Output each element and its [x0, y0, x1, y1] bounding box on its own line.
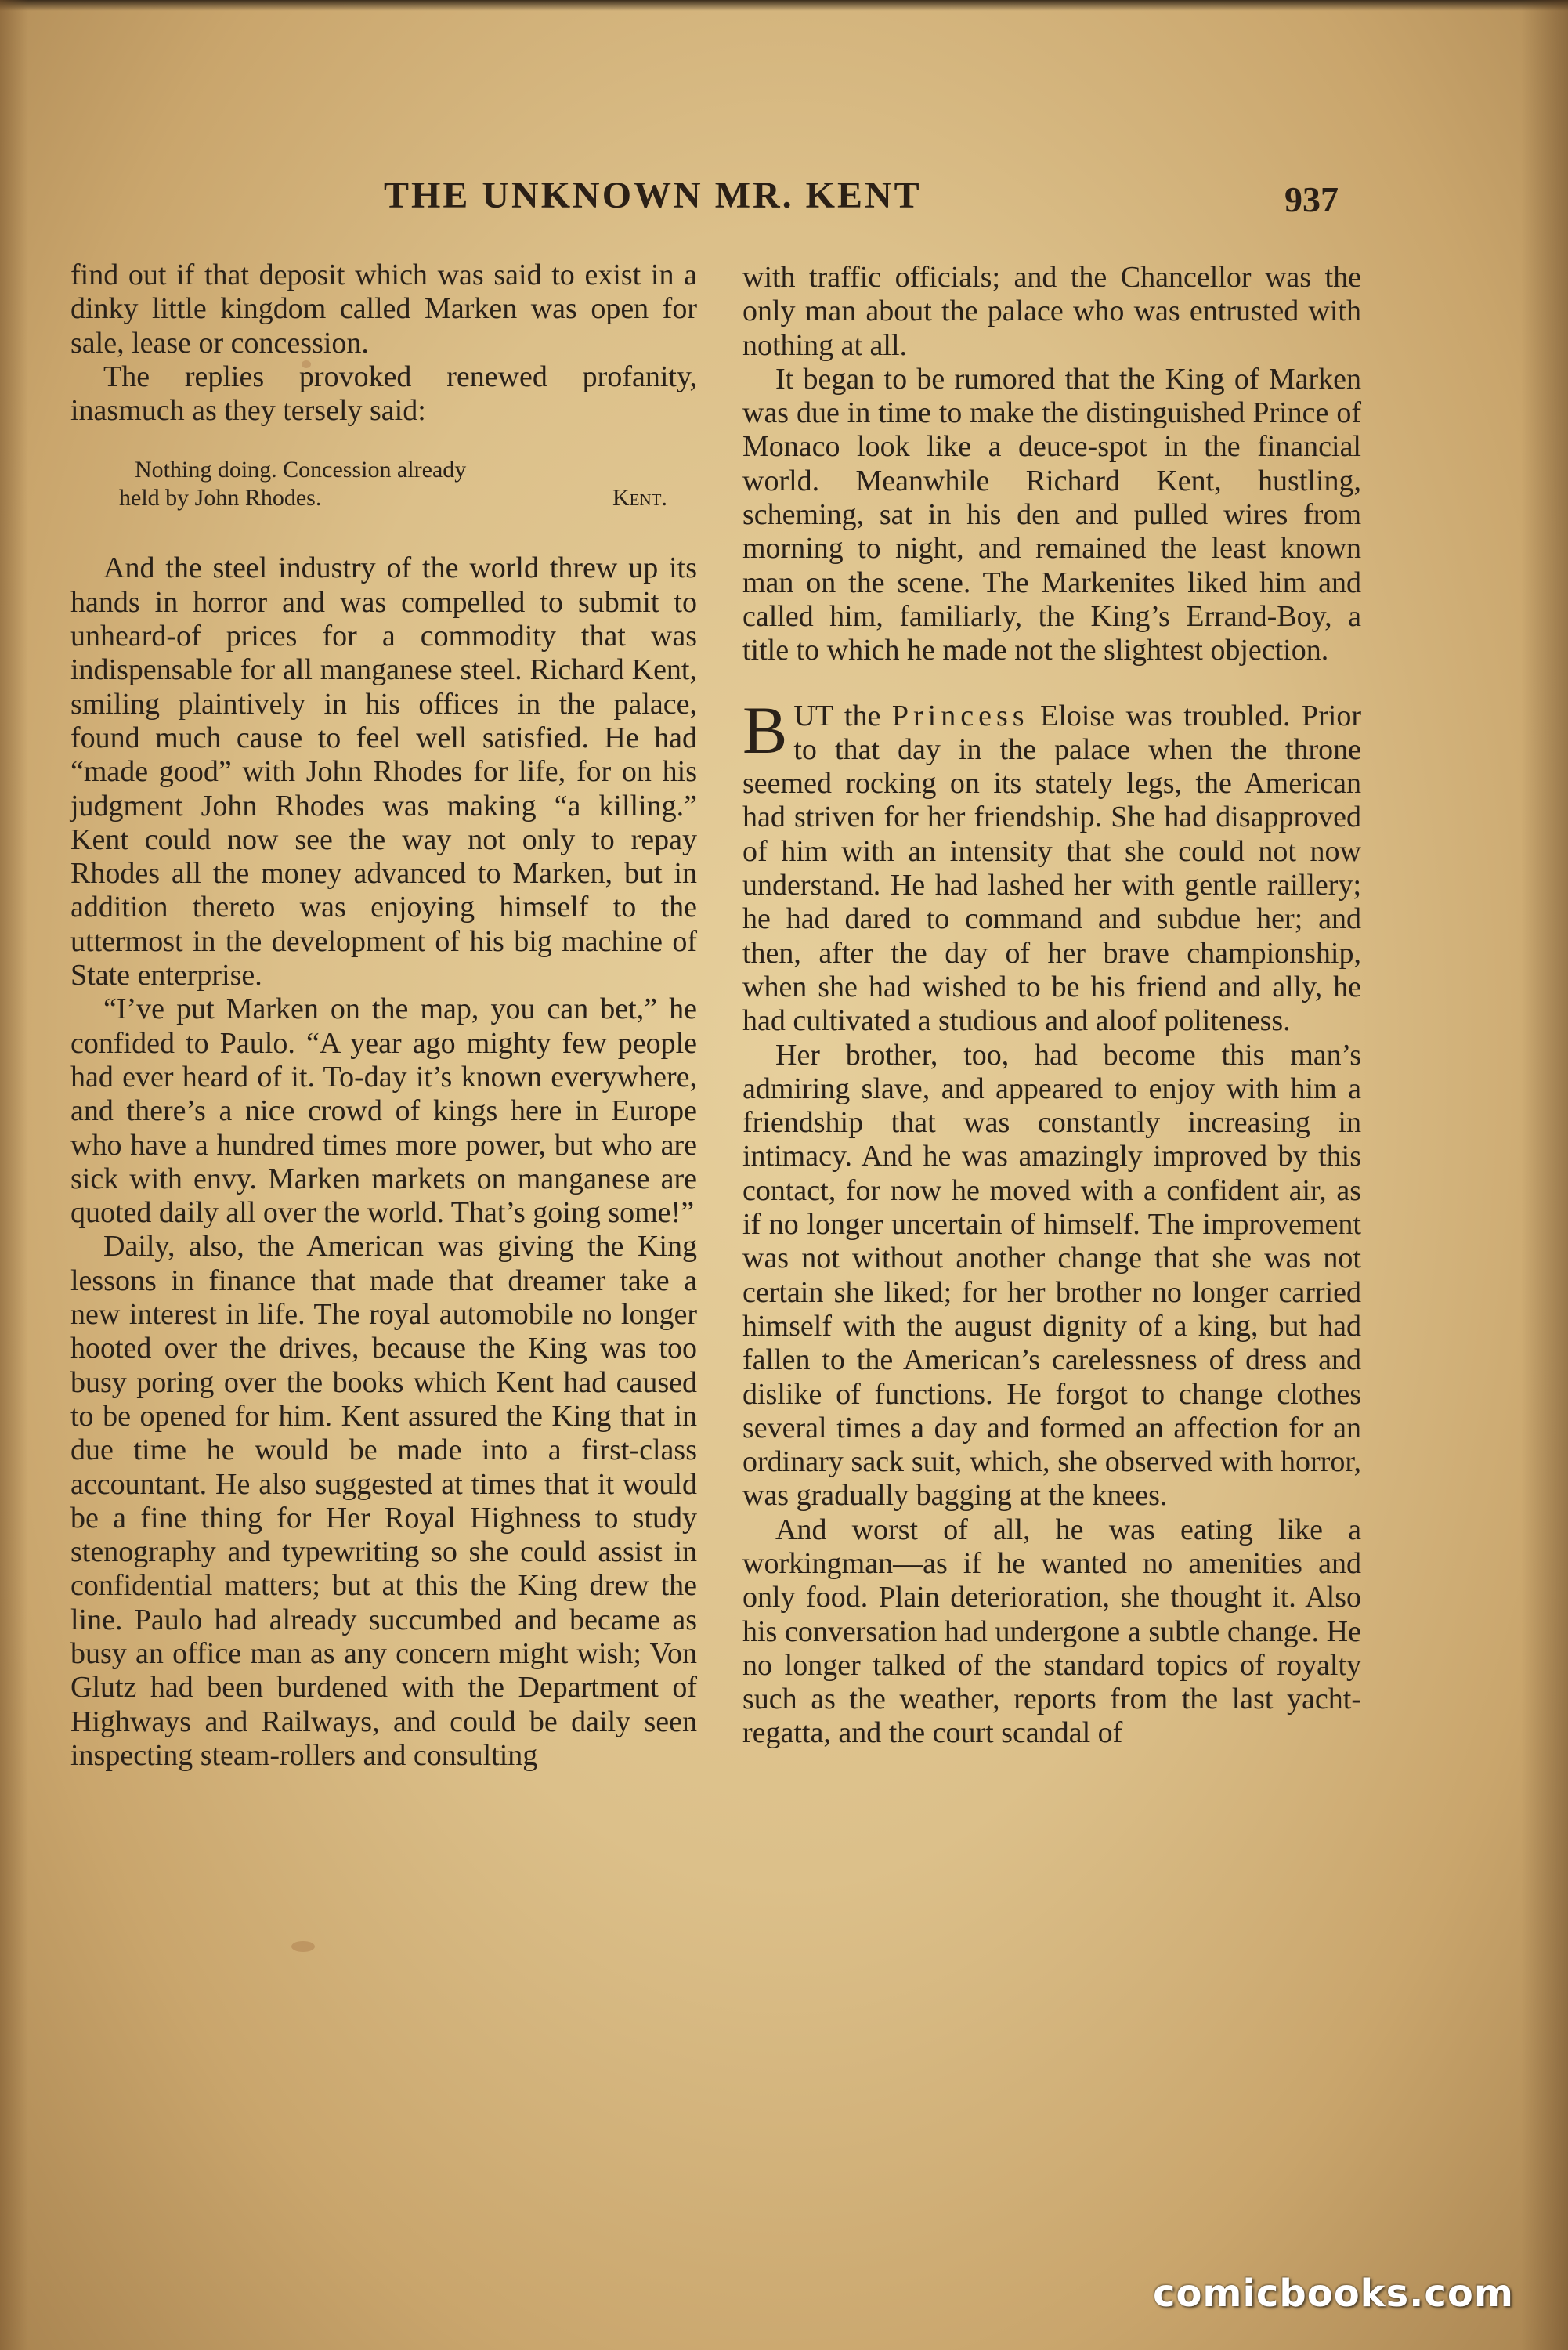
page-number: 937 [1284, 179, 1339, 219]
ink-stain [291, 1941, 315, 1952]
paragraph: with traffic officials; and the Chancellor was the only man about the palace who was entrusted with nothing at all. [742, 261, 1361, 362]
paragraph: Her brother, too, had become this man’s admiring slave, and appeared to enjoy with him a friendship that was constantly increasing in intimacy. And he was amazingly improved by this contact, for now he moved with a confident air, as if no longer uncertain of himself. The improvement was not without another change that she was not certain she liked; for her brother no longer carried himself with the august dignity of a king, but had fallen to the American’s carelessness of dress and dislike of functions. He forgot to change clothes several times a day and formed an affection for an ordinary sack suit, which, she observed with horror, was gradually bagging at the knees. [742, 1038, 1361, 1513]
right-column [742, 261, 1361, 1751]
paragraph: find out if that deposit which was said to exist in a dinky little kingdom called Marken was open for sale, lease or concession. [70, 258, 697, 360]
telegram-quote [119, 456, 667, 512]
running-head-title: THE UNKNOWN MR. KENT [384, 175, 922, 216]
paragraph: And worst of all, he was eating like a workingman—as if he wanted no amenities and only food. Plain deterioration, she thought it. Also his conversation had undergone a subtle change. He no longer talked of the standard topics of royalty such as the weather, reports from the last yacht-regatta, and the court scandal of [742, 1513, 1361, 1750]
paragraph-text: Eloise was troubled. Prior to that day in the palace when the throne seemed rocking on its stately legs, the American had striven for her friendship. She had disapproved of him with an intensity that she could not now understand. He had lashed her with gentle raillery; he had dared to command and subdue her; and then, after the day of her brave championship, when she had wished to be his friend and ally, he had cultivated a studious and aloof politeness. [742, 699, 1361, 1038]
paragraph: Daily, also, the American was giving the King lessons in finance that made that dreamer take a new interest in life. The royal automobile no longer hooted over the drives, because the King was too busy poring over the books which Kent had caused to be opened for him. Kent assured the King that in due time he would be made into a first-class accountant. He also suggested at times that it would be a fine thing for Her Royal Highness to study stenography and typewriting so she could assist in confidential matters; but at this the King drew the line. Paulo had already succumbed and became as busy an office man as any concern might wish; Von Glutz had been burdened with the Department of Highways and Railways, and could be daily seen inspecting steam-rollers and consulting [70, 1230, 697, 1772]
left-column [70, 258, 697, 1773]
drop-cap-letter: B [742, 692, 788, 768]
telegram-line: Nothing doing. Concession already [135, 457, 467, 483]
paragraph: “I’ve put Marken on the map, you can bet,” he confided to Paulo. “A year ago mighty few people had ever heard of it. To-day it’s known everywhere, and there’s a nice crowd of kings here in Europe who have a hundred times more power, but who are sick with envy. Marken markets on manganese are quoted daily all over the world. That’s going some!” [70, 992, 697, 1230]
telegram-line [119, 484, 667, 512]
scan-edge-right [1521, 0, 1568, 2350]
paragraph: The replies provoked renewed profanity, inasmuch as they tersely said: [70, 360, 697, 428]
section-break [742, 668, 1361, 700]
paragraph-lead: UT the [793, 699, 881, 732]
telegram-line-text: held by John Rhodes. [119, 485, 322, 512]
telegram-signature: Kent. [612, 485, 667, 512]
paragraph: And the steel industry of the world threw up its hands in horror and was compelled to submit to unheard-of prices for a commodity that was indispensable for all manganese steel. Richard Kent, smiling plaintively in his offices in the palace, found much cause to feel well satisfied. He had “made good” with John Rhodes for life, for on his judgment John Rhodes was making “a killing.” Kent could now see the way not only to repay Rhodes all the money advanced to Marken, but in addition thereto was enjoying himself to the uttermost in the development of his big machine of State enterprise. [70, 551, 697, 992]
paragraph-spaced-word: Princess [891, 699, 1029, 732]
site-watermark: comicbooks.com [1153, 2272, 1514, 2316]
paragraph-drop-cap [742, 692, 1361, 1039]
paragraph: It began to be rumored that the King of Marken was due in time to make the distinguished Prince of Monaco look like a deuce-spot in the financial world. Meanwhile Richard Kent, hustling, scheming, sat in his den and pulled wires from morning to night, and remained the least known man on the scene. The Markenites liked him and called him, familiarly, the King’s Errand-Boy, a title to which he made not the slightest objection. [742, 362, 1361, 667]
scan-edge-top [0, 0, 1568, 11]
scan-edge-left [0, 0, 28, 2350]
